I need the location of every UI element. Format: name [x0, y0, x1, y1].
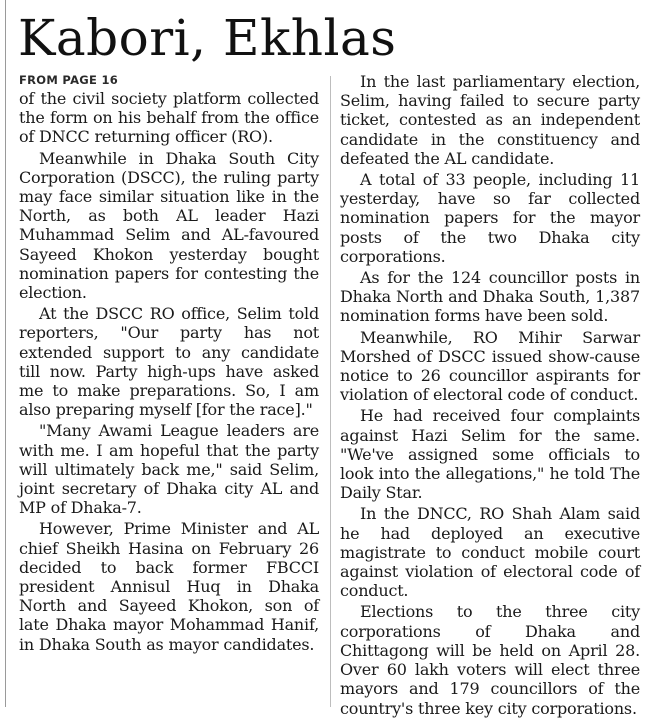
paragraph: of the civil society platform collected the form on his behalf from the office of DNCC returning officer (RO). — [19, 89, 319, 147]
paragraph: In the DNCC, RO Shah Alam said he had deployed an executive magistrate to conduct mobile court against violation of electoral code of conduct. — [340, 504, 640, 601]
paragraph: Meanwhile, RO Mihir Sarwar Morshed of DSCC issued show-cause notice to 26 councillor aspirants for violation of electoral code of conduct. — [340, 327, 640, 405]
clipping-edge — [5, 0, 6, 707]
article-column-left — [19, 72, 319, 656]
paragraph: However, Prime Minister and AL chief Sheikh Hasina on February 26 decided to back former FBCCI president Annisul Huq in Dhaka North and Sayeed Khokon, son of late Dhaka mayor Mohammad Hanif, in Dhaka South as mayor candidates. — [19, 519, 319, 654]
paragraph: He had received four complaints against Hazi Selim for the same. "We've assigned some officials to look into the allegations," he told The Daily Star. — [340, 406, 640, 503]
paragraph: At the DSCC RO office, Selim told reporters, "Our party has not extended support to any candidate till now. Party high-ups have asked me to make preparations. So, I am also preparing myself [for the race]." — [19, 304, 319, 420]
paragraph: As for the 124 councillor posts in Dhaka North and Dhaka South, 1,387 nomination forms have been sold. — [340, 268, 640, 326]
column-divider — [330, 76, 331, 707]
paragraph: "Many Awami League leaders are with me. I am hopeful that the party will ultimately back me," said Selim, joint secretary of Dhaka city AL and MP of Dhaka-7. — [19, 421, 319, 518]
paragraph: In the last parliamentary election, Selim, having failed to secure party ticket, contested as an independent candidate in the constituency and defeated the AL candidate. — [340, 72, 640, 168]
paragraph: Meanwhile in Dhaka South City Corporation (DSCC), the ruling party may face similar situation like in the North, as both AL leader Hazi Muhammad Selim and AL-favoured Sayeed Khokon yesterday bought nomination papers for contesting the election. — [19, 148, 319, 303]
article-column-right — [340, 72, 640, 720]
paragraph: A total of 33 people, including 11 yesterday, have so far collected nomination papers for the mayor posts of the two Dhaka city corporations. — [340, 170, 640, 266]
jump-line: FROM PAGE 16 — [19, 73, 119, 87]
paragraph: Elections to the three city corporations of Dhaka and Chittagong will be held on April 28. Over 60 lakh voters will elect three mayors and 179 councillors of the country's three key city corporations. — [340, 602, 640, 718]
headline: Kabori, Ekhlas — [18, 9, 397, 67]
